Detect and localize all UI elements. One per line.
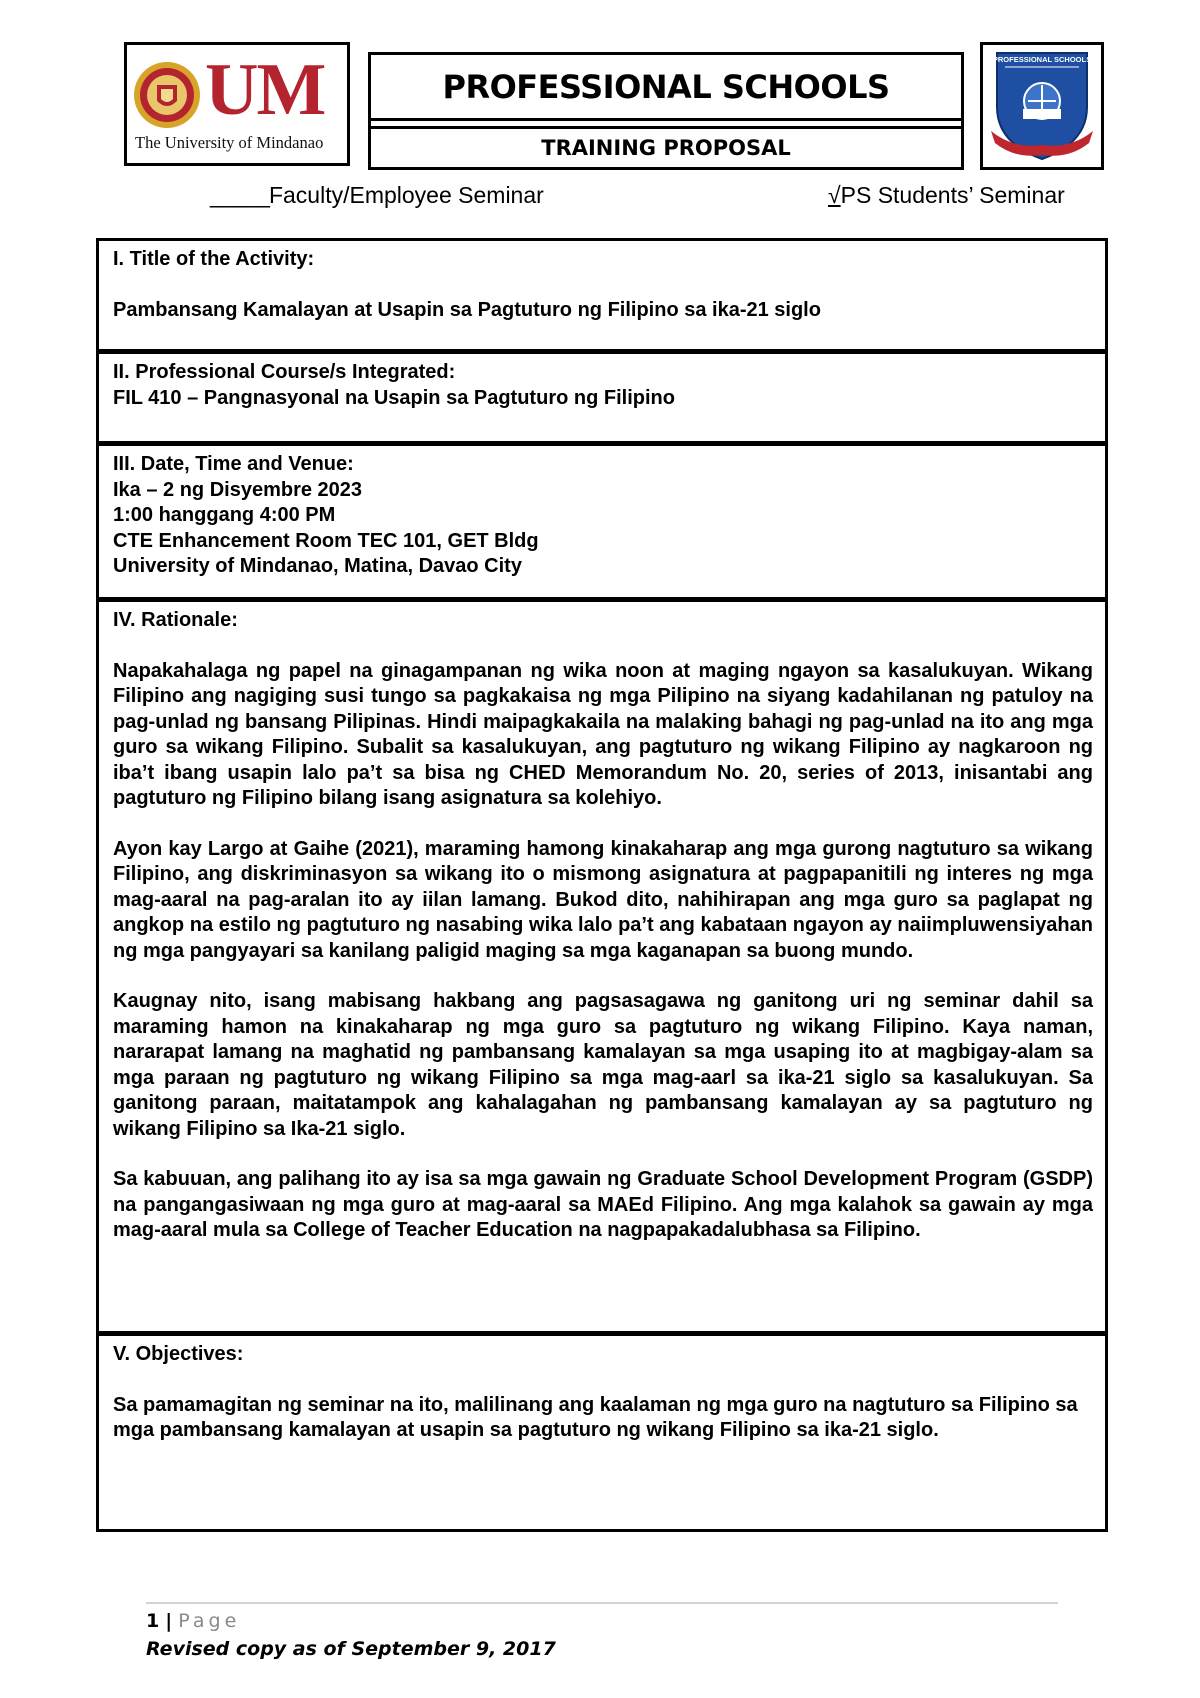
section-heading: V. Objectives: [113,1343,244,1365]
event-date: Ika – 2 ng Disyembre 2023 [113,478,363,501]
section-heading: I. Title of the Activity: [113,248,315,270]
footer-divider [146,1602,1058,1604]
proposal-form [96,238,1108,1532]
rationale-paragraph: Napakahalaga ng papel na ginagampanan ng wika noon at maging ngayon sa kasalukuyan. Wikang Filipino ang nagiging susi tungo sa pagkakaisa ng mga Pilipino na siyang kadahilanan ng patuloy na pag-unlad ng bansang Pilipinas. Hindi maipagkakaila na malaking bahagi ng pag-unlad na ito ang mga guro sa wikang Filipino. Subalit sa kasalukuyan, ang pagtuturo ng wikang Filipino ay nagkaroon ng iba’t ibang usapin lalo pa’t sa bisa ng CHED Memorandum No. 20, series of 2013, inisantabi ang pagtuturo ng Filipino bilang isang asignatura sa kolehiyo. [113,659,1093,809]
professional-schools-crest [980,42,1104,170]
page-separator: | [165,1610,173,1632]
activity-title: Pambansang Kamalayan at Usapin sa Pagtuturo ng Filipino sa ika-21 siglo [113,298,821,321]
faculty-seminar-label: Faculty/Employee Seminar [268,182,544,208]
section-heading: III. Date, Time and Venue: [113,453,354,475]
rationale-paragraph: Ayon kay Largo at Gaihe (2021), maraming hamong kinakaharap ang mga gurong nagtuturo sa wikang Filipino, ang diskriminasyon sa wikang ito o mismong asignatura at pagpapanitili ng interes ng mga mag-aaral na pag-aralan ito ay iilan lamang. Bukod dito, nahihirapan ang mga guro sa paglapat ng angkop na estilo ng pagtuturo ng nasabing wika lalo pa’t ang kabataan ngayon ay naiimpluwensiyahan ng mga pangyayari sa kanilang paligid maging sa mga kaganapan sa buong mundo. [113,837,1093,962]
logo-subtitle: The University of Mindanao [135,133,324,152]
page-title: PROFESSIONAL SCHOOLS [371,55,961,121]
title-box [368,52,964,170]
page-label: Page [178,1610,241,1632]
section-heading: II. Professional Course/s Integrated: [113,361,456,383]
crest-text: PROFESSIONAL SCHOOLS [992,55,1092,64]
objectives-text: Sa pamamagitan ng seminar na ito, malilinang ang kaalaman ng mga guro na nagtuturo sa Filipino sa mga pambansang kamalayan at usapin sa pagtuturo ng wikang Filipino sa ika-21 siglo. [113,1393,1078,1441]
page-number [146,1610,240,1632]
students-seminar-option[interactable] [828,182,1065,209]
course-name: FIL 410 – Pangnasyonal na Usapin sa Pagtuturo ng Filipino [113,386,675,409]
page-subtitle: TRAINING PROPOSAL [541,136,791,160]
section-rationale [99,602,1105,1244]
section-heading: IV. Rationale: [113,609,238,631]
rationale-paragraph: Kaugnay nito, isang mabisang hakbang ang pagsasagawa ng ganitong uri ng seminar dahil sa maraming hamon na kinakaharap ng mga guro sa pagtuturo ng wikang Filipino. Kaya naman, nararapat lamang na maghatid ng pambansang kamalayan sa mga usaping ito at magbigay-alam sa mga paraan ng pagtuturo ng wikang Filipino sa mga mag-aarl sa ika-21 siglo sa kasalukuyan. Sa ganitong paraan, maitatampok ang kahalagahan ng pambansang kamalayan ay sa pagtuturo ng wikang Filipino sa Ika-21 siglo. [113,990,1093,1140]
check-mark-icon: √ [828,182,841,208]
unchecked-blank: _____ [210,182,269,208]
event-room: CTE Enhancement Room TEC 101, GET Bldg [113,529,539,552]
section-title-of-activity [99,241,1105,323]
students-seminar-label: PS Students’ Seminar [840,182,1065,208]
university-logo [124,42,350,166]
page-number-value: 1 [146,1610,160,1632]
event-time: 1:00 hanggang 4:00 PM [113,504,336,526]
section-objectives [99,1336,1105,1444]
event-venue: University of Mindanao, Matina, Davao City [113,555,522,577]
rationale-paragraph: Sa kabuuan, ang palihang ito ay isa sa mga gawain ng Graduate School Development Program (GSDP) na pangangasiwaan ng mga guro at mag-aaral sa MAEd Filipino. Ang mga kalahok sa gawain ay mga mag-aaral mula sa College of Teacher Education na nagpapakadalubhasa sa Filipino. [113,1168,1093,1241]
revision-note: Revised copy as of September 9, 2017 [146,1638,556,1660]
section-schedule [99,446,1105,580]
logo-text: UM [205,49,325,131]
section-courses [99,354,1105,411]
faculty-seminar-option[interactable] [210,182,544,209]
